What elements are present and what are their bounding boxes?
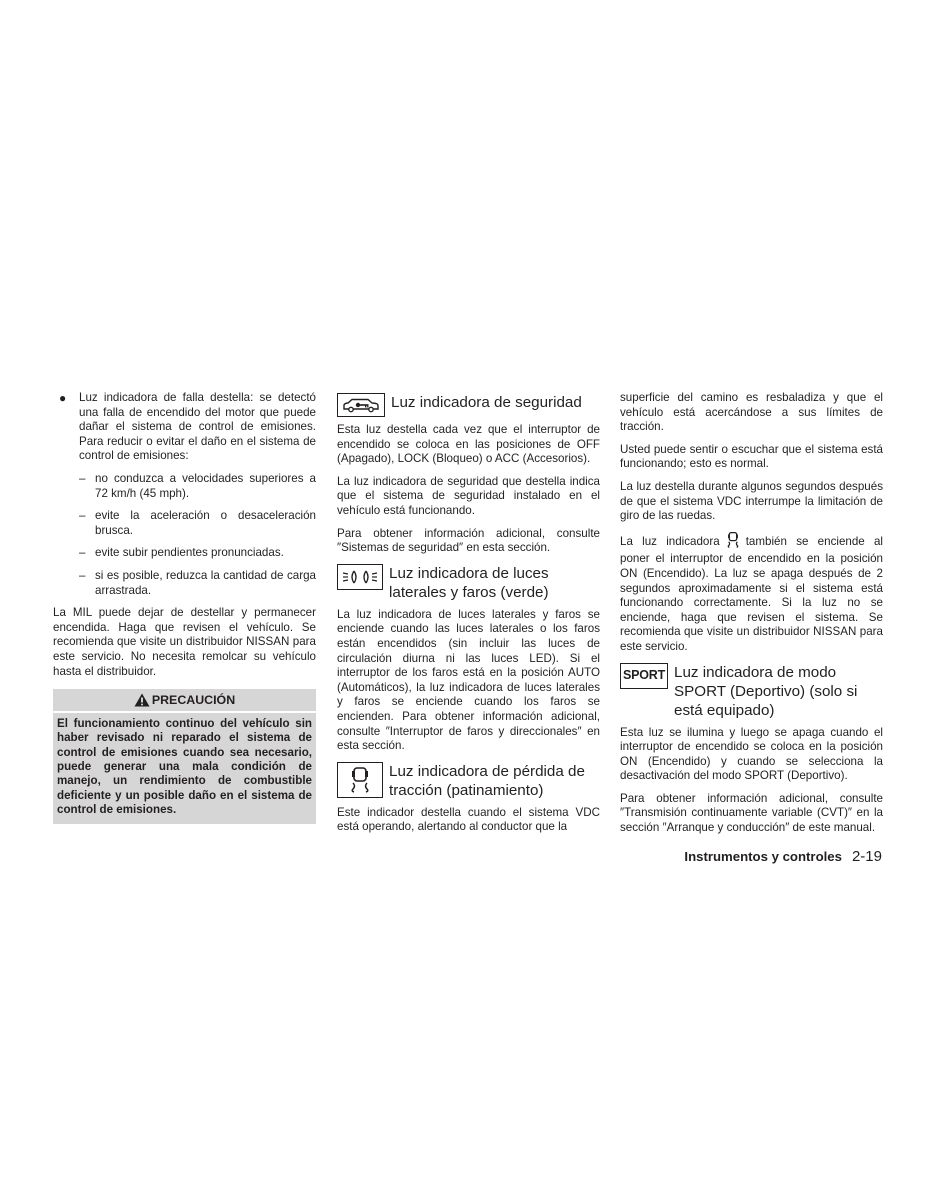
- traction-slip-icon: [726, 532, 740, 553]
- side-lights-headlights-icon: [337, 564, 383, 590]
- page-number: 2-19: [851, 848, 882, 865]
- mil-paragraph: La MIL puede dejar de destellar y permanecer encendida. Haga que revisen el vehículo. Se recomienda que visite un distribuidor NISSAN para este servicio. No necesita remolcar su vehículo hasta el distribuidor.: [53, 606, 316, 678]
- dash-item: – si es posible, reduzca la cantidad de carga arrastrada.: [79, 568, 316, 597]
- traction-heading: Luz indicadora de pérdida de tracción (patinamiento): [389, 762, 585, 799]
- caution-box: [53, 689, 316, 823]
- right-column: [620, 391, 883, 844]
- sport-heading: Luz indicadora de modo SPORT (Deportivo) (solo si está equipado): [674, 663, 858, 719]
- bullet-dot: ●: [59, 391, 67, 405]
- mil-bullet: [53, 391, 316, 464]
- vdc-flash-paragraph: La luz destella durante algunos segundos después de que el sistema VDC interrumpe la limitación de giro de las ruedas.: [620, 479, 883, 523]
- caution-title: PRECAUCIÓN: [151, 693, 236, 708]
- lights-section-header: [337, 564, 600, 602]
- caution-text: El funcionamiento continuo del vehículo sin haber revisado ni reparado el sistema de control de emisiones cuando sea necesario, puede generar una mala condición de manejo, un rendimiento de combustible deficiente y un posible daño en el sistema de control de emisiones.: [57, 716, 312, 817]
- security-paragraph-1: Esta luz destella cada vez que el interruptor de encendido se coloca en las posiciones de OFF (Apagado), LOCK (Bloqueo) o ACC (Accesorios).: [337, 423, 600, 466]
- traction-section-header: [337, 762, 600, 800]
- dash-item-text: si es posible, reduzca la cantidad de carga arrastrada.: [95, 568, 316, 597]
- dash-item: – evite subir pendientes pronunciadas.: [79, 546, 284, 560]
- dash-item: – evite la aceleración o desaceleración brusca.: [79, 509, 316, 537]
- security-section-header: [337, 393, 600, 417]
- security-paragraph-3: Para obtener información adicional, consulte ″Sistemas de seguridad″ en esta sección.: [337, 526, 600, 555]
- dash-item-text: evite la aceleración o desaceleración brusca.: [95, 509, 316, 537]
- bullet-text: Luz indicadora de falla destella: se detectó una falla de encendido del motor que puede dañar el sistema de control de emisiones. Para reducir o evitar el daño en el sistema de control de emisiones:: [79, 391, 316, 463]
- sport-paragraph-2: Para obtener información adicional, consulte ″Transmisión continuamente variable (CVT)″ en la sección ″Arranque y conducción″ de este manual.: [620, 791, 883, 835]
- traction-paragraph: Este indicador destella cuando el sistema VDC está operando, alertando al conductor que la: [337, 805, 600, 834]
- lights-paragraph: La luz indicadora de luces laterales y faros se enciende cuando las luces laterales o los faros están encendidos (sin incluir las luces de circulación diurna ni las luces LED). Si el interruptor de los faros está en la posición AUTO (Automáticos), la luz indicadora de luces laterales y faros se enciende cuando los faros se encienden. Para obtener información adicional, consulte ″Interruptor de faros y direccionales″ en esta sección.: [337, 607, 600, 753]
- security-paragraph-2: La luz indicadora de seguridad que destella indica que el sistema de seguridad instalado en el vehículo está funcionando.: [337, 474, 600, 517]
- dash-item: – no conduzca a velocidades superiores a 72 km/h (45 mph).: [79, 471, 316, 500]
- footer-section-title: Instrumentos y controles: [684, 849, 842, 864]
- security-heading: Luz indicadora de seguridad: [391, 394, 582, 411]
- sport-paragraph-1: Esta luz se ilumina y luego se apaga cuando el interruptor de encendido se coloca en la posición ON (Encendido) y cuando se selecciona la desactivación del modo SPORT (Deportivo).: [620, 725, 883, 783]
- indicator-ignition-paragraph: La luz indicadora también se enciende al poner el interruptor de encendido en la posición ON (Encendido). La luz se apaga después de 2 segundos aproximadamente si el sistema está funcionando correctamente. Si la luz no se enciende, haga que revisen el sistema. Se recomienda que visite un distribuidor NISSAN para este servicio.: [620, 532, 883, 655]
- left-column: [53, 391, 316, 824]
- sport-mode-badge: [620, 663, 668, 689]
- caution-header: [53, 689, 316, 713]
- dash-item-text: evite subir pendientes pronunciadas.: [95, 546, 284, 560]
- traction-continued-paragraph: superficie del camino es resbaladiza y que el vehículo está acercándose a sus límites de tracción.: [620, 391, 883, 434]
- vdc-sound-paragraph: Usted puede sentir o escuchar que el sistema está funcionando; esto es normal.: [620, 442, 883, 471]
- traction-slip-icon: [337, 762, 383, 798]
- sport-section-header: [620, 663, 883, 720]
- warning-triangle-icon: [134, 693, 150, 707]
- lights-heading: Luz indicadora de luces laterales y faros (verde): [389, 564, 549, 601]
- security-icon: [337, 393, 385, 417]
- middle-column: [337, 391, 600, 843]
- dash-item-text: no conduzca a velocidades superiores a 72 km/h (45 mph).: [95, 471, 316, 500]
- sport-badge-label: SPORT: [622, 668, 666, 683]
- page-footer: [684, 848, 882, 865]
